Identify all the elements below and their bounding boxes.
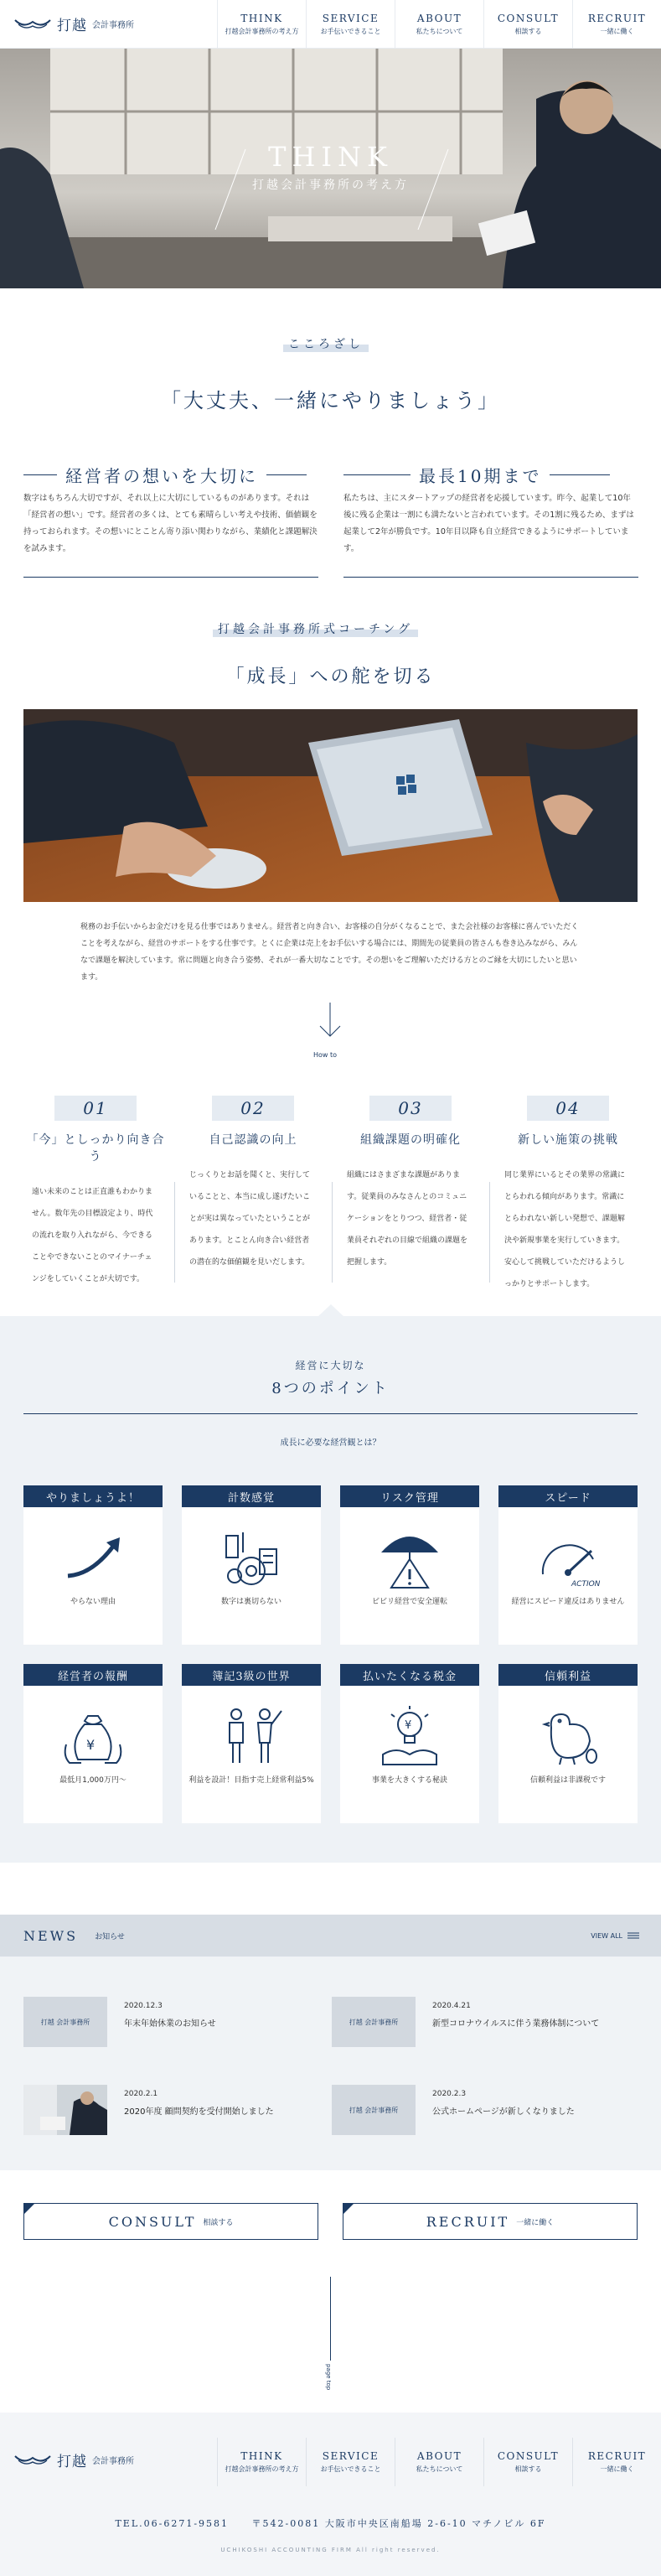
nav-label: CONSULT (497, 2450, 560, 2462)
point-card-caption: 利益を設計！目指す売上経常利益5% (188, 1776, 314, 1785)
nav-label: CONSULT (497, 13, 560, 24)
right-column-text: 私たちは、主にスタートアップの経営者を応援しています。昨今、起業して10年後に残る企業は一割にも満たないと言われています。その1割に残るため、まずは起業して2年が勝負です。10年目以降も自立経営できるようにサポートしています。 (343, 494, 634, 553)
left-column-text: 数字はもちろん大切ですが、それ以上に大切にしているものがあります。それは「経営者の想い」です。経営者の多くは、とても素晴らしい考えや技術、価値観を持っておられます。その想いにとことん寄り添い関わりながら、業績化と課題解決を試みます。 (23, 494, 318, 553)
nav-sublabel: 打越会計事務所の考え方 (225, 2465, 299, 2473)
footer-nav-consult[interactable] (483, 2438, 572, 2486)
step-card-01 (23, 1096, 168, 1290)
step-number: 02 (212, 1096, 294, 1121)
arrow-down-icon (317, 1003, 343, 1039)
step-number: 01 (54, 1096, 137, 1121)
nav-label: THINK (240, 13, 283, 24)
nav-sublabel: 一緒に働く (600, 2465, 634, 2473)
logo-wave-icon (13, 18, 52, 31)
step-divider (489, 1182, 490, 1283)
step-title: 自己認識の向上 (209, 1133, 297, 1147)
news-thumbnail[interactable] (332, 1997, 416, 2047)
chicken-icon (534, 1703, 602, 1770)
page-top-line (330, 2277, 331, 2361)
section-tag-kokorozashi: こころざし (283, 335, 369, 352)
step-body: 遠い未来のことは正直誰もわかりません。数年先の目標設定より、時代の流れを取り入れながら、今できることやできないことのマイナーチェンジをしていくことが大切です。 (32, 1188, 153, 1283)
button-sublabel: 相談する (203, 2218, 234, 2227)
news-title: NEWS (23, 1927, 79, 1944)
point-card[interactable] (340, 1664, 479, 1823)
news-item-title[interactable]: 新型コロナウイルスに伴う業務体制について (432, 2019, 600, 2029)
point-card-title: 払いたくなる税金 (340, 1664, 479, 1686)
calculator-icon (218, 1524, 285, 1591)
footer-nav-about[interactable] (395, 2438, 483, 2486)
hero-title-ja: 打越会計事務所の考え方 (252, 179, 409, 192)
point-card-title: 簿記3級の世界 (182, 1664, 321, 1686)
point-card-caption: 最低月1,000万円〜 (59, 1776, 127, 1785)
left-column-heading (23, 463, 307, 487)
left-column-rule (23, 577, 318, 578)
news-date: 2020.2.1 (124, 2090, 158, 2098)
main-nav (217, 0, 661, 49)
nav-sublabel: お手伝いできること (320, 2465, 381, 2473)
news-item-title[interactable]: 年末年始休業のお知らせ (124, 2019, 216, 2029)
section-notch (317, 1304, 345, 1318)
step-title: 組織課題の明確化 (360, 1133, 461, 1147)
heading-rule (343, 474, 411, 475)
point-card[interactable] (182, 1485, 321, 1645)
section-tag-coaching: 打越会計事務所式コーチング (213, 620, 418, 637)
nav-sublabel: 打越会計事務所の考え方 (225, 28, 299, 35)
coaching-text: 税務のお手伝いからお金だけを見る仕事ではありません。経営者と向き合い、お客様の自分がくなることで、また会社様のお客様に喜んでいただくことを考えながら、経営のサポートをする仕事です。とくに企業は売上をお手伝いする場合には、期間先の従業員の皆さんも巻き込みながら、みんなで課題を解決しています。常に問題と向き合う姿勢、それが一番大切なことです。その想いをご理解いただける方とのご縁を大切にしたいと思います。 (80, 923, 579, 982)
hero-title-en: THINK (268, 141, 393, 173)
news-date: 2020.2.3 (432, 2090, 467, 2098)
news-item-title[interactable]: 公式ホームページが新しくなりました (432, 2107, 575, 2117)
nav-sublabel: 私たちについて (416, 2465, 463, 2473)
step-number: 03 (369, 1096, 452, 1121)
nav-label: RECRUIT (587, 2450, 647, 2462)
yen-bulb-icon (376, 1703, 443, 1770)
how-to-label: How to (313, 1051, 338, 1059)
points-kicker: 経営に大切な (295, 1360, 366, 1371)
speedometer-icon (534, 1524, 602, 1591)
thumbnail-logo: 打越 会計事務所 (349, 2018, 399, 2026)
umbrella-warning-icon (376, 1524, 443, 1591)
footer-logo[interactable] (13, 2449, 134, 2470)
point-card-title: やりましょうよ！ (23, 1485, 163, 1507)
svg-text:¥: ¥ (86, 1737, 96, 1753)
nav-sublabel: お手伝いできること (320, 28, 381, 35)
points-rule (23, 1413, 638, 1414)
step-divider (332, 1182, 333, 1283)
button-sublabel: 一緒に働く (516, 2218, 555, 2227)
logo-subtext: 会計事務所 (92, 21, 134, 30)
point-card-title: 経営者の報酬 (23, 1664, 163, 1686)
nav-item-recruit[interactable] (572, 0, 661, 49)
step-title: 新しい施策の挑戦 (518, 1133, 618, 1147)
point-card-title: スピード (498, 1485, 638, 1507)
logo-subtext: 会計事務所 (92, 2457, 134, 2466)
thumbnail-logo: 打越 会計事務所 (40, 2018, 90, 2026)
footer-address: 〒542-0081 大阪市中央区南船場 2-6-10 マチノビル 6F (251, 2518, 546, 2529)
right-heading-text: 最長10期まで (419, 466, 542, 486)
step-card-02 (181, 1096, 325, 1273)
philosophy-quote: 「大丈夫、一緒にやりましょう」 (161, 389, 500, 412)
nav-label: ABOUT (416, 2450, 462, 2462)
left-heading-text: 経営者の想いを大切に (65, 466, 258, 486)
step-body: じっくりとお話を聞くと、実行していることと、本当に成し遂げたいことが実は異なっていたということがあります。とことん向き合い経営者の潜在的な価値観を見いだします。 (189, 1171, 311, 1267)
svg-text:ACTION: ACTION (571, 1580, 601, 1589)
nav-label: ABOUT (416, 13, 462, 24)
growth-arrow-icon (59, 1524, 127, 1591)
nav-item-service[interactable] (306, 0, 395, 49)
nav-item-consult[interactable] (483, 0, 572, 49)
heading-rule (266, 474, 307, 475)
heading-rule (550, 474, 610, 475)
nav-item-about[interactable] (395, 0, 483, 49)
news-header-bar (0, 1915, 661, 1957)
right-column-heading (343, 463, 610, 487)
footer-nav-recruit[interactable] (572, 2438, 661, 2486)
news-thumbnail[interactable] (23, 1997, 107, 2047)
nav-label: RECRUIT (587, 13, 647, 24)
hero-title (0, 141, 661, 193)
point-card[interactable] (182, 1664, 321, 1823)
footer-copyright: UCHIKOSHI ACCOUNTING FIRM All right reserved. (220, 2547, 441, 2553)
nav-label: SERVICE (322, 13, 380, 24)
step-title: 「今」としっかり向き合う (26, 1133, 165, 1164)
corner-triangle (343, 2203, 354, 2215)
nav-label: THINK (240, 2450, 283, 2462)
step-divider (174, 1182, 175, 1283)
footer-nav-think[interactable] (217, 2438, 306, 2486)
point-card-title: 信頼利益 (498, 1664, 638, 1686)
point-card-title: 計数感覚 (182, 1485, 321, 1507)
nav-sublabel: 私たちについて (416, 28, 463, 35)
point-card[interactable] (498, 1664, 638, 1823)
point-card-caption: 数字は裏切らない (220, 1598, 281, 1606)
point-card-caption: ビビリ経営で安全運転 (371, 1598, 447, 1606)
coaching-heading: 「成長」への舵を切る (225, 666, 436, 687)
nav-sublabel: 相談する (514, 28, 542, 35)
footer-contact (0, 2516, 661, 2530)
right-column-rule (343, 577, 638, 578)
laptop-meeting-photo (23, 709, 638, 902)
point-card-title: リスク管理 (340, 1485, 479, 1507)
nav-sublabel: 相談する (514, 2465, 542, 2473)
news-subtitle: お知らせ (95, 1932, 125, 1941)
step-body: 組織にはさまざまな課題があります。従業員のみなさんとのコミュニケーションをとりつつ、経営者・従業員それぞれの目線で組織の課題を把握します。 (347, 1171, 468, 1267)
logo-text: 打越 (57, 2454, 87, 2470)
footer-nav-service[interactable] (306, 2438, 395, 2486)
recruit-button[interactable] (343, 2203, 638, 2240)
view-all-link[interactable]: VIEW ALL (591, 1931, 622, 1940)
nav-sublabel: 一緒に働く (600, 28, 634, 35)
point-card-caption: 経営にスピード違反はありません (511, 1598, 625, 1606)
point-card-caption: やらない理由 (70, 1598, 116, 1606)
people-icon (218, 1703, 285, 1770)
point-card[interactable] (23, 1485, 163, 1645)
news-thumbnail[interactable] (332, 2085, 416, 2135)
money-bag-icon (59, 1703, 127, 1770)
button-label: RECRUIT (426, 2213, 510, 2230)
step-card-03 (338, 1096, 483, 1273)
logo-text: 打越 (57, 18, 87, 34)
news-list (0, 1957, 661, 2170)
footer-nav (217, 2438, 661, 2486)
points-heading: 8つのポイント (271, 1380, 390, 1397)
site-footer (0, 2413, 661, 2576)
point-card[interactable] (23, 1664, 163, 1823)
point-card-caption: 信頼利益は非課税です (529, 1776, 606, 1785)
news-date: 2020.12.3 (124, 2002, 163, 2010)
news-thumbnail-photo[interactable] (23, 2085, 107, 2135)
nav-label: SERVICE (322, 2450, 380, 2462)
nav-item-think[interactable] (217, 0, 306, 49)
site-header (0, 0, 661, 49)
heading-rule (23, 474, 57, 475)
button-label: CONSULT (108, 2213, 197, 2230)
step-number: 04 (527, 1096, 609, 1121)
menu-lines-icon[interactable] (627, 1932, 639, 1939)
site-logo[interactable] (13, 13, 134, 34)
point-card[interactable] (340, 1485, 479, 1645)
hero-banner (0, 49, 661, 288)
step-body: 同じ業界にいるとその業界の常識にとらわれる傾向があります。常識にとらわれない新しい発想で、課題解決や新規事業を実行していきます。安心して挑戦していただけるようしっかりとサポートします。 (504, 1171, 626, 1288)
consult-button[interactable] (23, 2203, 318, 2240)
corner-triangle (23, 2203, 35, 2215)
point-card-caption: 事業を大きくする秘訣 (371, 1776, 447, 1785)
news-item-title[interactable]: 2020年度 顧問契約を受付開始しました (124, 2107, 274, 2117)
logo-wave-icon (13, 2454, 52, 2467)
footer-tel[interactable]: TEL.06-6271-9581 (115, 2518, 230, 2529)
thumbnail-logo: 打越 会計事務所 (349, 2106, 399, 2114)
point-card[interactable] (498, 1485, 638, 1645)
points-subheading: 成長に必要な経営観とは？ (280, 1438, 381, 1448)
step-card-04 (496, 1096, 640, 1295)
page-top-link[interactable]: page top (325, 2364, 332, 2391)
news-date: 2020.4.21 (432, 2002, 471, 2010)
svg-text:¥: ¥ (405, 1719, 412, 1732)
